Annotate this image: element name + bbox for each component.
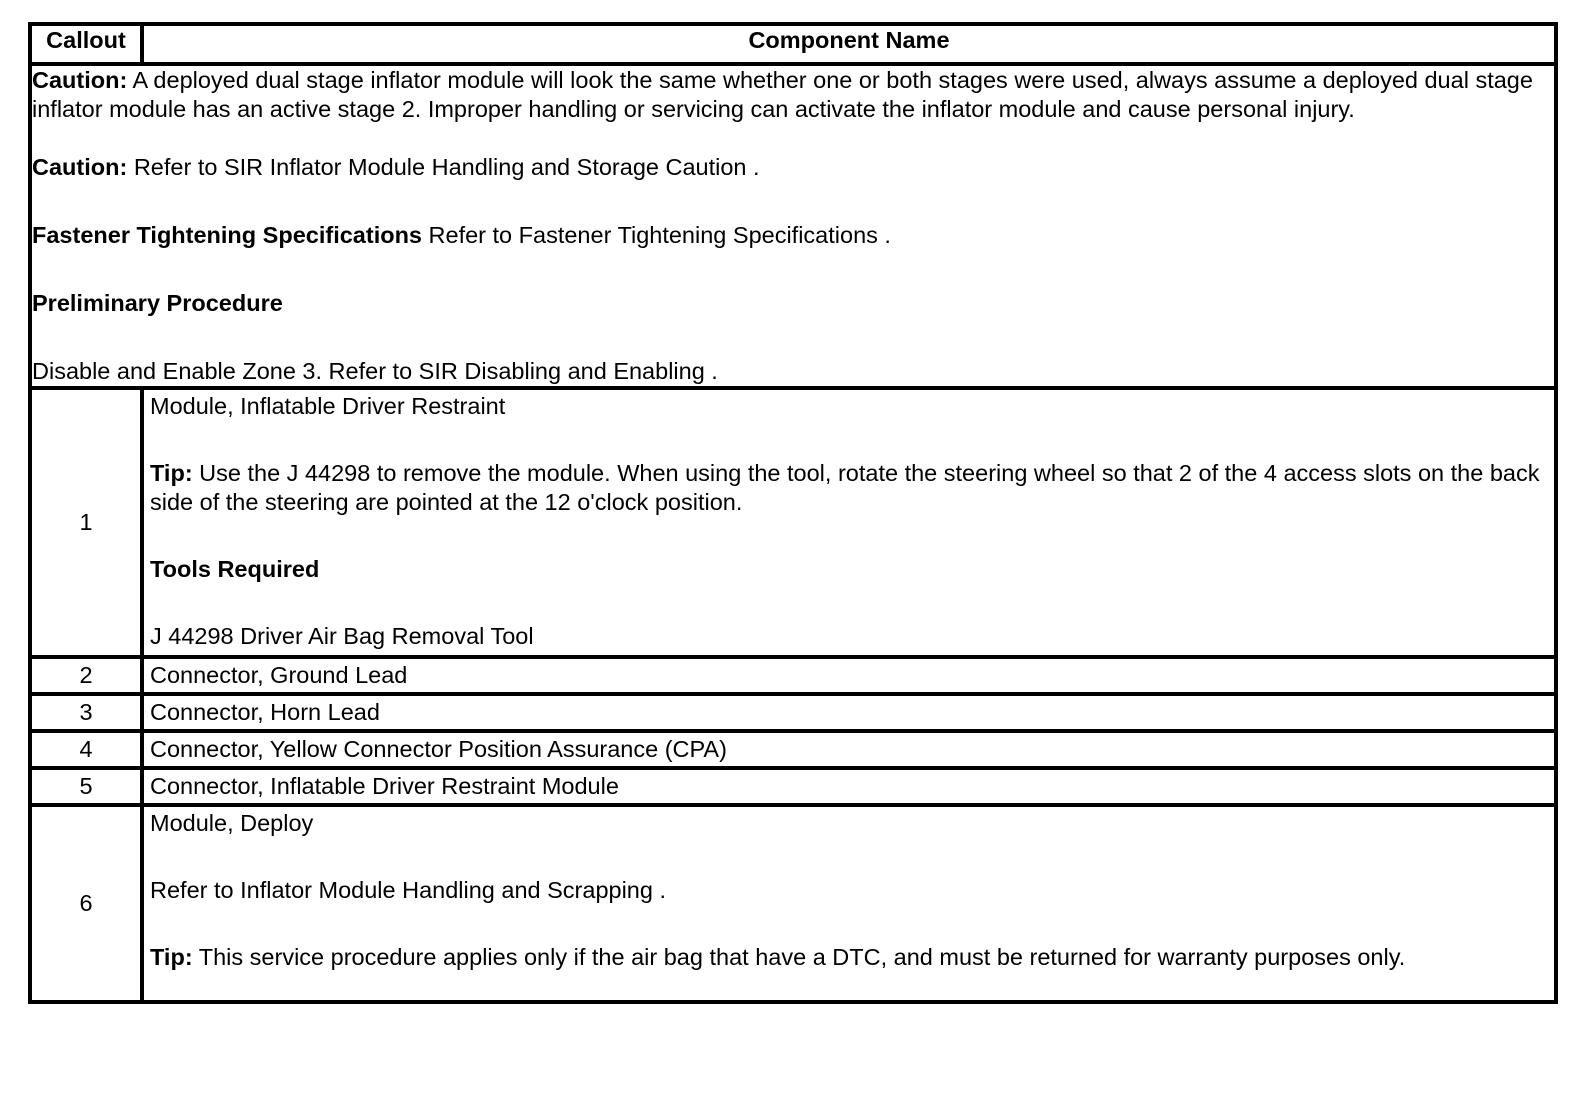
component-name: Module, Inflatable Driver Restraint [150,393,506,419]
callout-number: 1 [30,388,142,657]
caution-2 [32,153,1554,182]
caution-1-text: A deployed dual stage inflator module will look the same whether one or both stages were used, always assume a deployed dual stage inflator module has an active stage 2. Improper handling or servicing can activate the inflator module and cause personal injury. [32,67,1533,122]
tools-heading [150,555,1548,584]
tip [150,459,1548,517]
table-row [30,388,1556,657]
caution-2-text: Refer to SIR Inflator Module Handling and Storage Caution . [127,154,760,180]
component-name: Module, Deploy [150,810,314,836]
header-row [30,24,1556,64]
header-component-name: Component Name [142,24,1556,64]
caution-1 [32,66,1554,124]
component-name: Connector, Inflatable Driver Restraint Module [142,768,1556,805]
tip [150,943,1548,972]
intro-row [30,64,1556,388]
intro-cell [30,64,1556,388]
callout-number: 5 [30,768,142,805]
component-table [28,22,1558,1004]
caution-2-label: Caution: [32,154,128,180]
component-name: Connector, Ground Lead [142,657,1556,694]
component-name: Connector, Horn Lead [142,694,1556,731]
table-row [30,694,1556,731]
callout-number: 3 [30,694,142,731]
fastener-spec [32,221,1554,250]
table-row [30,731,1556,768]
tip-label: Tip: [150,460,193,486]
header-callout: Callout [30,24,142,64]
prelim-text: Disable and Enable Zone 3. Refer to SIR Disabling and Enabling . [32,358,718,384]
tool-item: J 44298 Driver Air Bag Removal Tool [150,623,534,649]
table-row [30,768,1556,805]
tip-label: Tip: [150,944,193,970]
fastener-label: Fastener Tightening Specifications [32,222,422,248]
component-name: Connector, Yellow Connector Position Assurance (CPA) [142,731,1556,768]
fastener-text: Refer to Fastener Tightening Specifications . [422,222,891,248]
callout-number: 6 [30,805,142,1002]
refer-text: Refer to Inflator Module Handling and Scrapping . [150,877,667,903]
tools-heading-text: Tools Required [150,556,320,582]
table-row [30,805,1556,1002]
caution-1-label: Caution: [32,67,128,93]
tip-text: Use the J 44298 to remove the module. When using the tool, rotate the steering wheel so that 2 of the 4 access slots on the back side of the steering are pointed at the 12 o'clock position. [150,460,1540,515]
table-row [30,657,1556,694]
component-cell [142,805,1556,1002]
tip-text: This service procedure applies only if the air bag that have a DTC, and must be returned for warranty purposes only. [192,944,1406,970]
callout-number: 2 [30,657,142,694]
callout-number: 4 [30,731,142,768]
component-cell [142,388,1556,657]
prelim-heading [32,289,1554,318]
prelim-heading-text: Preliminary Procedure [32,290,283,316]
